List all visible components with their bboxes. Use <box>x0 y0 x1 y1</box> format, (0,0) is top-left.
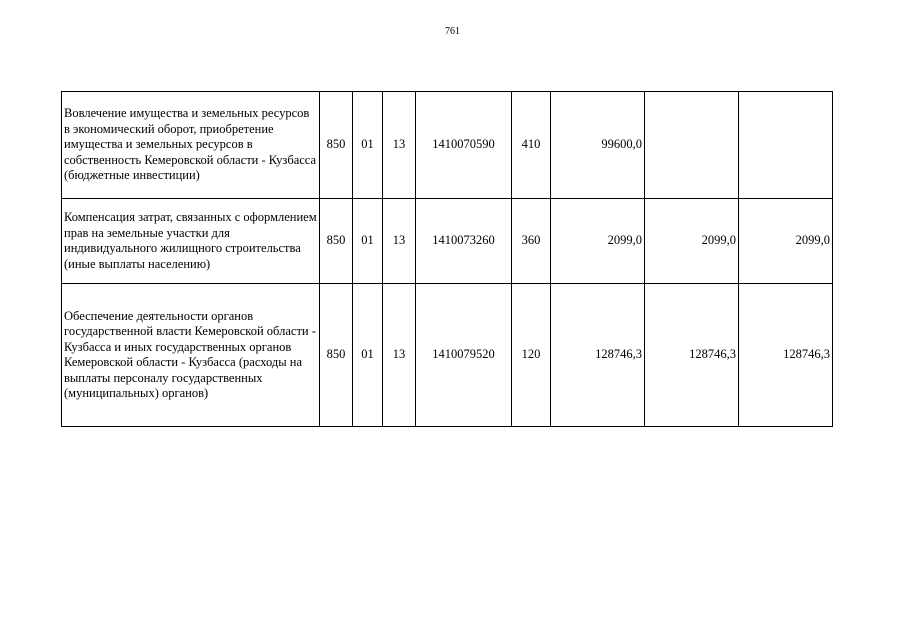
amount-2: 2099,0 <box>645 199 739 284</box>
budget-table <box>61 91 833 427</box>
subsection-code: 13 <box>383 284 416 427</box>
amount-2: 128746,3 <box>645 284 739 427</box>
subsection-code: 13 <box>383 92 416 199</box>
expense-type-code: 410 <box>512 92 551 199</box>
table-row <box>62 92 833 199</box>
table-row <box>62 199 833 284</box>
target-article-code: 1410073260 <box>416 199 512 284</box>
amount-2 <box>645 92 739 199</box>
amount-3 <box>739 92 833 199</box>
row-description: Обеспечение деятельности органов государственной власти Кемеровской области - Кузбасса и иных государственных органов Кемеровской области - Кузбасса (расходы на выплаты персоналу государственных (муниципальных) органов) <box>62 284 320 427</box>
section-code: 01 <box>353 92 383 199</box>
target-article-code: 1410079520 <box>416 284 512 427</box>
amount-1: 128746,3 <box>551 284 645 427</box>
target-article-code: 1410070590 <box>416 92 512 199</box>
row-description: Вовлечение имущества и земельных ресурсов в экономический оборот, приобретение имущества и земельных ресурсов в собственность Кемеровской области - Кузбасса (бюджетные инвестиции) <box>62 92 320 199</box>
amount-1: 2099,0 <box>551 199 645 284</box>
page-number: 761 <box>445 26 460 37</box>
ministry-code: 850 <box>320 284 353 427</box>
section-code: 01 <box>353 284 383 427</box>
table-row <box>62 284 833 427</box>
expense-type-code: 360 <box>512 199 551 284</box>
row-description: Компенсация затрат, связанных с оформлением прав на земельные участки для индивидуального жилищного строительства (иные выплаты населению) <box>62 199 320 284</box>
ministry-code: 850 <box>320 92 353 199</box>
expense-type-code: 120 <box>512 284 551 427</box>
amount-3: 128746,3 <box>739 284 833 427</box>
amount-1: 99600,0 <box>551 92 645 199</box>
ministry-code: 850 <box>320 199 353 284</box>
subsection-code: 13 <box>383 199 416 284</box>
section-code: 01 <box>353 199 383 284</box>
amount-3: 2099,0 <box>739 199 833 284</box>
